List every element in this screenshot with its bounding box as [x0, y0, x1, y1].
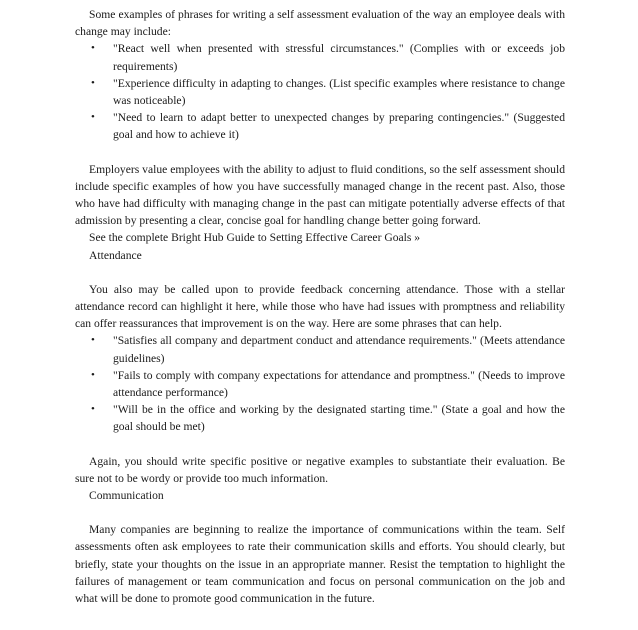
list-item-text: "Need to learn to adapt better to unexpected changes by preparing contingencies." (Suggested goal and how to achieve it): [113, 111, 565, 142]
list-item-text: "React well when presented with stressful circumstances." (Complies with or exceeds job requirements): [113, 42, 565, 73]
list-item-text: "Experience difficulty in adapting to changes. (List specific examples where resistance to change was noticeable): [113, 76, 565, 108]
attendance-closing-paragraph: Again, you should write specific positive or negative examples to substantiate their evaluation. Be sure not to be wordy or provide too much information.: [75, 454, 565, 485]
bullet-icon: •: [91, 42, 95, 55]
list-item-text: "Fails to comply with company expectations for attendance and promptness." (Needs to improve attendance performance): [113, 368, 565, 400]
bullet-icon: •: [91, 111, 95, 124]
document-page: [75, 6, 565, 607]
list-item: [75, 40, 565, 74]
guide-link[interactable]: See the complete Bright Hub Guide to Setting Effective Career Goals »: [89, 231, 421, 245]
change-paragraph: Employers value employees with the ability to adjust to fluid conditions, so the self assessment should include specific examples of how you have successfully managed change in the recent past. Also, those who have had difficulty with managing change in the past can mitigate potentially adverse effects of that admission by presenting a clear, concise goal for handling change better going forward.: [75, 162, 565, 228]
bullet-icon: •: [91, 76, 95, 89]
list-item: [75, 367, 565, 401]
list-item: [75, 401, 565, 435]
list-item: [75, 75, 565, 109]
change-intro-paragraph: Some examples of phrases for writing a self assessment evaluation of the way an employee deals with change may include:: [75, 8, 565, 39]
spacer: [75, 144, 565, 161]
change-phrases-list: [75, 40, 565, 143]
communication-heading: Communication: [89, 489, 164, 503]
bullet-icon: •: [91, 334, 95, 347]
list-item: [75, 109, 565, 143]
list-item-text: "Satisfies all company and department conduct and attendance requirements." (Meets attendance guidelines): [113, 334, 565, 365]
bullet-icon: •: [91, 403, 95, 416]
attendance-heading: Attendance: [89, 248, 142, 262]
list-item: [75, 332, 565, 366]
attendance-paragraph: You also may be called upon to provide feedback concerning attendance. Those with a stellar attendance record can highlight it here, while those who have had issues with promptness and reliability can offer reassurances that improvement is on the way. Here are some phrases that can help.: [75, 282, 565, 331]
list-item-text: "Will be in the office and working by the designated starting time." (State a goal and how the goal should be met): [113, 403, 565, 434]
bullet-icon: •: [91, 368, 95, 381]
spacer: [75, 436, 565, 453]
communication-paragraph: Many companies are beginning to realize the importance of communications within the team. Self assessments often ask employees to rate their communication skills and efforts. You should clearly, but briefly, state your thoughts on the issue in an appropriate manner. Resist the temptation to highlight the failures of management or team communication and focus on personal communication on the job and what will be done to promote good communication in the future.: [75, 523, 565, 606]
spacer: [75, 264, 565, 281]
spacer: [75, 504, 565, 521]
attendance-phrases-list: [75, 332, 565, 435]
